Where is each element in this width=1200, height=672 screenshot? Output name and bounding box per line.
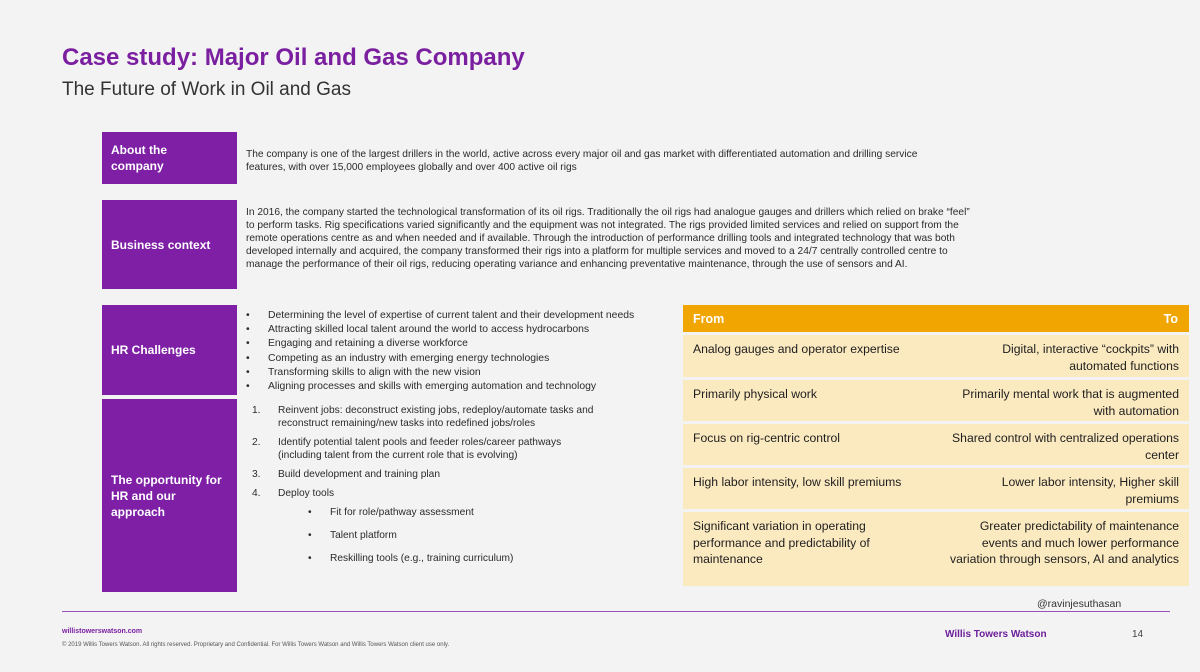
social-handle: @ravinjesuthasan [1037, 598, 1122, 610]
from-to-table [683, 305, 1189, 586]
list-item: • Aligning processes and skills with emerging automation and technology [246, 380, 634, 394]
to-cell: Lower labor intensity, Higher skill premiums [1001, 475, 1179, 506]
list-item: • Competing as an industry with emerging energy technologies [246, 352, 634, 366]
context-text: In 2016, the company started the technological transformation of its oil rigs. Traditionally the oil rigs had analogue gauges and drillers which relied on brake “feel” to perform tasks. Rig specifications varied significantly and the equipment was not integrated. The rigs provided limited services and relied on support from the remote operations centre as and when needed and if available. Through the introduction of performance drilling tools and integrated technology that was both developed internally and acquired, the company transformed their rigs into a platform for multiple services and moved to a 24/7 centrally controlled centre to manage the performance of their oil rigs, reducing operating variance and enhancing preventative maintenance, through the use of sensors and AI. [246, 207, 970, 270]
step-item [246, 436, 601, 462]
list-item: • Determining the level of expertise of current talent and their development needs [246, 309, 634, 323]
tool-text: Fit for role/pathway assessment [330, 507, 474, 518]
footer-copyright: © 2019 Willis Towers Watson. All rights reserved. Proprietary and Confidential. For Willis Towers Watson and Willis Towers Watson client use only. [62, 642, 450, 648]
table-row [683, 380, 1189, 421]
context-label-text: Business context [111, 237, 211, 252]
list-item: • Engaging and retaining a diverse workforce [246, 337, 634, 351]
tool-item [278, 506, 601, 519]
table-row [683, 468, 1189, 509]
table-row [683, 512, 1189, 586]
tool-text: Reskilling tools (e.g., training curriculum) [330, 553, 514, 564]
about-label-text: About the company [111, 143, 167, 173]
opportunity-label [102, 399, 237, 592]
to-cell: Greater predictability of maintenance events and much lower performance variation through sensors, AI and analytics [950, 519, 1179, 566]
list-item: • Attracting skilled local talent around the world to access hydrocarbons [246, 323, 634, 337]
step-number: 1. [252, 405, 261, 416]
table-header [683, 305, 1189, 332]
table-row [683, 424, 1189, 465]
step-text: Build development and training plan [278, 469, 440, 480]
step-text: Deploy tools [278, 488, 335, 499]
to-header: To [1163, 311, 1178, 326]
from-cell: Significant variation in operating performance and predictability of maintenance [693, 519, 870, 566]
step-number: 3. [252, 469, 261, 480]
table-row [683, 335, 1189, 377]
tool-text: Talent platform [330, 530, 397, 541]
from-cell: High labor intensity, low skill premiums [693, 475, 902, 489]
step-number: 4. [252, 488, 261, 499]
company-logo: Willis Towers Watson [945, 629, 1047, 640]
slide-title: Case study: Major Oil and Gas Company [62, 44, 525, 71]
opportunity-label-text: The opportunity for HR and our approach [111, 472, 222, 519]
to-cell: Shared control with centralized operations center [952, 431, 1179, 462]
page-number: 14 [1132, 629, 1144, 640]
from-cell: Primarily physical work [693, 387, 817, 401]
about-label [102, 132, 237, 184]
footer-divider [62, 611, 1170, 612]
slide-subtitle: The Future of Work in Oil and Gas [62, 79, 351, 100]
hr-label [102, 305, 237, 395]
hr-bullet-list [246, 309, 634, 394]
about-text: The company is one of the largest drillers in the world, active across every major oil and gas market with differentiated automation and drilling service features, with over 15,000 employees globally and over 400 active oil rigs [246, 149, 918, 173]
tool-item [278, 552, 601, 565]
from-header: From [693, 311, 725, 326]
to-cell: Primarily mental work that is augmented with automation [962, 387, 1179, 418]
tool-item [278, 529, 601, 542]
step-item [246, 487, 601, 565]
from-cell: Focus on rig-centric control [693, 431, 840, 445]
opportunity-steps [246, 404, 601, 575]
bullet-icon: • [308, 530, 312, 541]
footer-url[interactable]: willistowerswatson.com [62, 628, 143, 635]
from-cell: Analog gauges and operator expertise [693, 342, 900, 356]
bullet-icon: • [308, 553, 312, 564]
list-item: • Transforming skills to align with the new vision [246, 366, 634, 380]
context-label [102, 200, 237, 289]
hr-label-text: HR Challenges [111, 343, 196, 357]
step-item [246, 468, 601, 481]
to-cell: Digital, interactive “cockpits” with automated functions [1002, 342, 1179, 373]
tools-list [278, 506, 601, 565]
step-number: 2. [252, 437, 261, 448]
step-text: Reinvent jobs: deconstruct existing jobs, redeploy/automate tasks and reconstruct remaining/new tasks into redefined jobs/roles [278, 405, 594, 429]
step-item [246, 404, 601, 430]
step-text: Identify potential talent pools and feeder roles/career pathways (including talent from the current role that is evolving) [278, 437, 562, 461]
bullet-icon: • [308, 507, 312, 518]
